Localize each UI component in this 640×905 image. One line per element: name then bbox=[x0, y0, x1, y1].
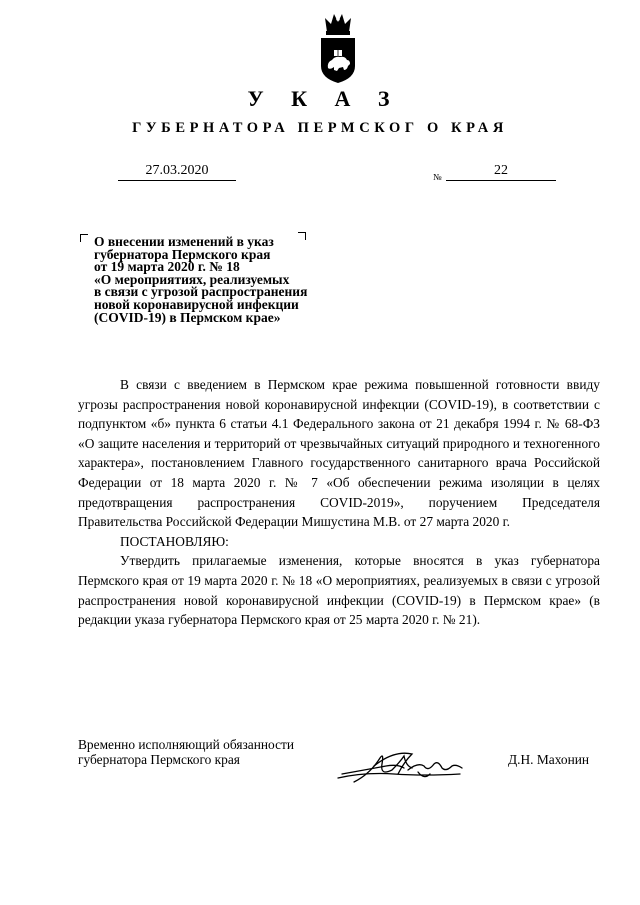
heading-line: губернатора Пермского края bbox=[94, 246, 271, 262]
signer-title-line: Временно исполняющий обязанности bbox=[78, 737, 295, 752]
document-date: 27.03.2020 bbox=[118, 163, 236, 181]
number-sign: № bbox=[433, 172, 442, 182]
document-number: 22 bbox=[446, 163, 556, 181]
heading-corner-left bbox=[80, 234, 88, 242]
coat-of-arms-icon bbox=[317, 12, 359, 84]
heading-line: в связи с угрозой распространения bbox=[94, 284, 308, 300]
heading-line: «О мероприятиях, реализуемых bbox=[94, 271, 290, 287]
document-heading bbox=[94, 236, 354, 324]
heading-line: новой коронавирусной инфекции bbox=[94, 296, 299, 312]
signer-title bbox=[78, 738, 338, 768]
signer-name: Д.Н. Махонин bbox=[508, 752, 590, 767]
signature-icon bbox=[334, 744, 466, 788]
document-title: У К А З bbox=[247, 86, 401, 111]
operative-paragraph: Утвердить прилагаемые изменения, которые вносятся в указ губернатора Пермского края от 19 марта 2020 г. № 18 «О мероприятиях, реализуемых в связи с угрозой распространения новой коронавирусной инфекции (COVID-19) в Пермском крае» (в редакции указа губернатора Пермского края от 25 марта 2020 г. № 21). bbox=[78, 553, 600, 628]
decree-word: ПОСТАНОВЛЯЮ: bbox=[120, 533, 229, 549]
document-issuer: ГУБЕРНАТОРА ПЕРМСКОГ О КРАЯ bbox=[132, 120, 508, 136]
heading-line: О внесении изменений в указ bbox=[94, 234, 274, 249]
heading-line: от 19 марта 2020 г. № 18 bbox=[94, 259, 240, 275]
signer-title-line: губернатора Пермского края bbox=[78, 751, 240, 767]
heading-line: (COVID-19) в Пермском крае» bbox=[94, 309, 281, 325]
preamble-paragraph: В связи с введением в Пермском крае режима повышенной готовности ввиду угрозы распространения новой коронавирусной инфекции (COVID-19), в соответствии с подпунктом «б» пункта 6 статьи 4.1 Федерального закона от 21 декабря 1994 г. № 68-ФЗ «О защите населения и территорий от чрезвычайных ситуаций природного и техногенного характера», постановлением Главного государственного санитарного врача Российской Федерации от 18 марта 2020 г. № 7 «Об обеспечении режима изоляции в целях предотвращения распространения COVID-2019», поручением Председателя Правительства Российской Федерации Мишустина М.В. от 27 марта 2020 г. bbox=[78, 377, 600, 530]
document-body bbox=[78, 375, 600, 630]
